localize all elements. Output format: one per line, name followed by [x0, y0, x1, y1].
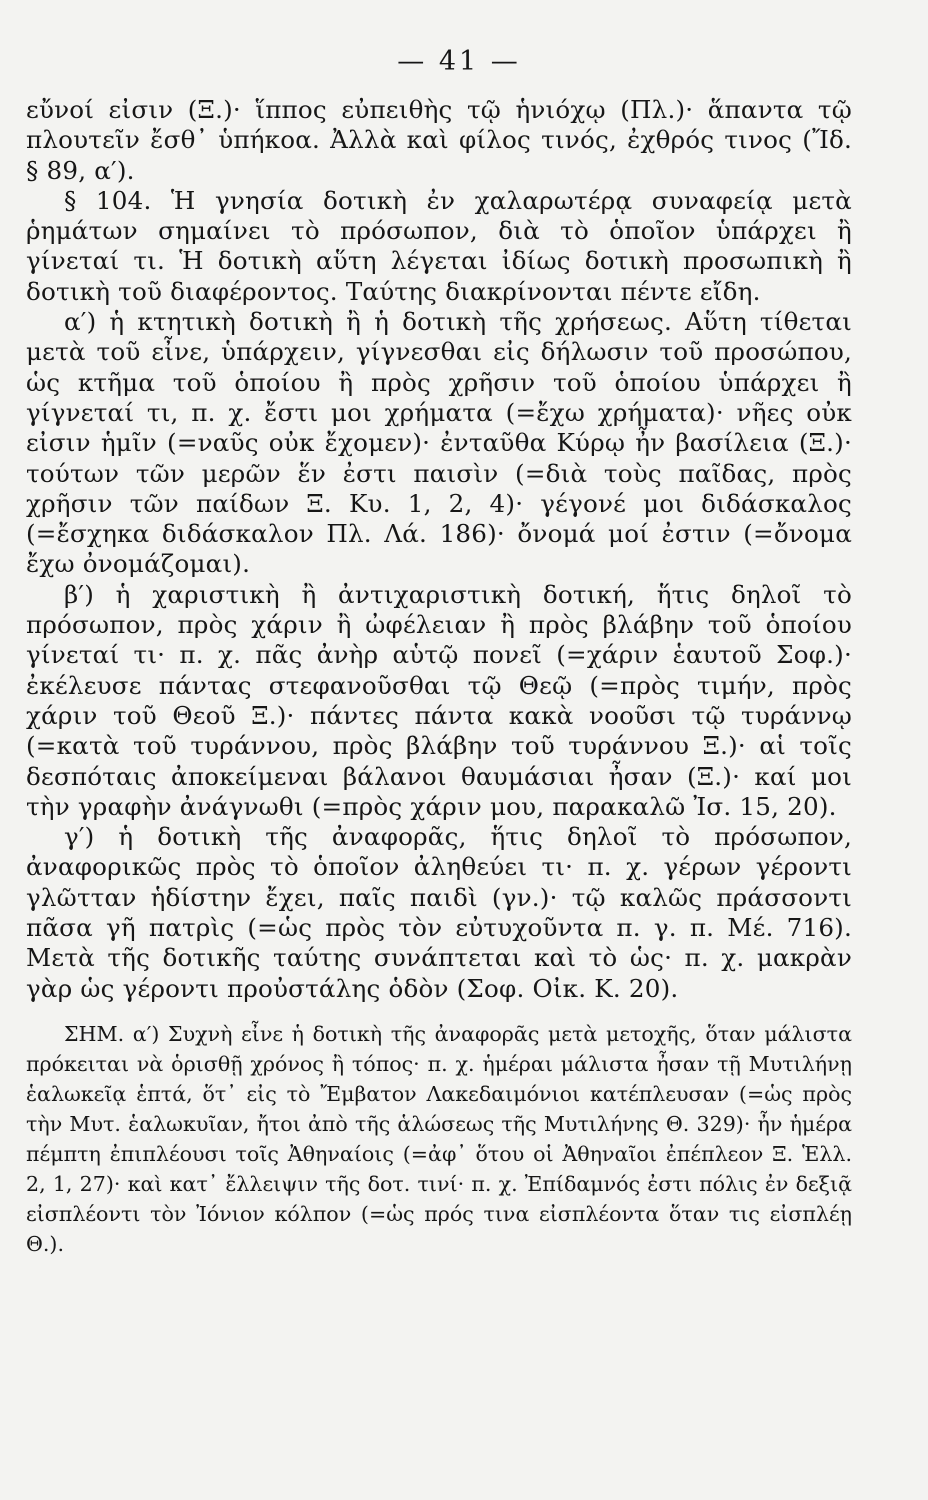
- paragraph-possessive-dative: α′) ἡ κτητικὴ δοτικὴ ἢ ἡ δοτικὴ τῆς χρήσεως. Αὕτη τίθεται μετὰ τοῦ εἶνε, ὑπάρχειν, γίγνεσθαι εἰς δήλωσιν τοῦ προσώπου, ὡς κτῆμα τοῦ ὁποίου ἢ πρὸς χρῆσιν τοῦ ὁποίου ὑπάρχει ἢ γίγνεταί τι, π. χ. ἔστι μοι χρήματα (=ἔχω χρήματα)· νῆες οὐκ εἰσιν ἡμῖν (=ναῦς οὐκ ἔχομεν)· ἐνταῦθα Κύρῳ ἦν βασίλεια (Ξ.)· τούτων τῶν μερῶν ἕν ἐστι παισὶν (=διὰ τοὺς παῖδας, πρὸς χρῆσιν τῶν παίδων Ξ. Κυ. 1, 2, 4)· γέγονέ μοι διδάσκαλος (=ἔσχηκα διδάσκαλον Πλ. Λά. 186)· ὄνομά μοί ἐστιν (=ὄνομα ἔχω ὀνομάζομαι).: [26, 307, 852, 579]
- paragraph-continuation: εὔνοί εἰσιν (Ξ.)· ἵππος εὐπειθὴς τῷ ἡνιόχῳ (Πλ.)· ἅπαντα τῷ πλουτεῖν ἔσθ᾽ ὑπήκοα. Ἀλλὰ καὶ φίλος τινός, ἐχθρός τινος (Ἴδ. § 89, α′).: [26, 95, 852, 185]
- paragraph-section-104: § 104. Ἡ γνησία δοτικὴ ἐν χαλαρωτέρᾳ συναφείᾳ μετὰ ῥημάτων σημαίνει τὸ πρόσωπον, διὰ τὸ ὁποῖον ὑπάρχει ἢ γίνεταί τι. Ἡ δοτικὴ αὕτη λέγεται ἰδίως δοτικὴ προσωπικὴ ἢ δοτικὴ τοῦ διαφέροντος. Ταύτης διακρίνονται πέντε εἴδη.: [26, 185, 852, 306]
- paragraph-dative-of-advantage: β′) ἡ χαριστικὴ ἢ ἀντιχαριστικὴ δοτική, ἥτις δηλοῖ τὸ πρόσωπον, πρὸς χάριν ἢ ὠφέλειαν ἢ πρὸς βλάβην τοῦ ὁποίου γίνεταί τι· π. χ. πᾶς ἀνὴρ αὑτῷ πονεῖ (=χάριν ἑαυτοῦ Σοφ.)· ἐκέλευσε πάντας στεφανοῦσθαι τῷ Θεῷ (=πρὸς τιμήν, πρὸς χάριν τοῦ Θεοῦ Ξ.)· πάντες πάντα κακὰ νοοῦσι τῷ τυράννῳ (=κατὰ τοῦ τυράννου, πρὸς βλάβην τοῦ τυράννου Ξ.)· αἱ τοῖς δεσπόταις ἀποκείμεναι βάλανοι θαυμάσιαι ἦσαν (Ξ.)· καί μοι τὴν γραφὴν ἀνάγνωθι (=πρὸς χάριν μου, παρακαλῶ Ἰσ. 15, 20).: [26, 579, 852, 821]
- main-text: [26, 95, 852, 1004]
- footnote-remark: [26, 1019, 852, 1259]
- page-number: — 41 —: [397, 46, 521, 77]
- paragraph-dative-of-reference: γ′) ἡ δοτικὴ τῆς ἀναφορᾶς, ἥτις δηλοῖ τὸ πρόσωπον, ἀναφορικῶς πρὸς τὸ ὁποῖον ἀληθεύει τι· π. χ. γέρων γέροντι γλῶτταν ἡδίστην ἔχει, παῖς παιδὶ (γν.)· τῷ καλῶς πράσσοντι πᾶσα γῆ πατρὶς (=ὡς πρὸς τὸν εὐτυχοῦντα π. γ. π. Μέ. 716). Μετὰ τῆς δοτικῆς ταύτης συνάπτεται καὶ τὸ ὡς· π. χ. μακρὰν γὰρ ὡς γέροντι προὐστάλης ὁδὸν (Σοφ. Οἰκ. Κ. 20).: [26, 822, 852, 1003]
- remark-text: ΣΗΜ. α′) Συχνὴ εἶνε ἡ δοτικὴ τῆς ἀναφορᾶς μετὰ μετοχῆς, ὅταν μάλιστα πρόκειται νὰ ὁρισθῇ χρόνος ἢ τόπος· π. χ. ἡμέραι μάλιστα ἦσαν τῇ Μυτιλήνῃ ἑαλωκεῖᾳ ἑπτά, ὅτ᾽ εἰς τὸ Ἔμβατον Λακεδαιμόνιοι κατέπλευσαν (=ὡς πρὸς τὴν Μυτ. ἑαλωκυῖαν, ἤτοι ἀπὸ τῆς ἁλώσεως τῆς Μυτιλήνης Θ. 329)· ἦν ἡμέρα πέμπτη ἐπιπλέουσι τοῖς Ἀθηναίοις (=ἀφ᾽ ὅτου οἱ Ἀθηναῖοι ἐπέπλεον Ξ. Ἑλλ. 2, 1, 27)· καὶ κατ᾽ ἔλλειψιν τῆς δοτ. τινί· π. χ. Ἐπίδαμνός ἐστι πόλις ἐν δεξιᾷ εἰσπλέοντι τὸν Ἰόνιον κόλπον (=ὡς πρός τινα εἰσπλέοντα ὅταν τις εἰσπλέῃ Θ.).: [26, 1021, 852, 1256]
